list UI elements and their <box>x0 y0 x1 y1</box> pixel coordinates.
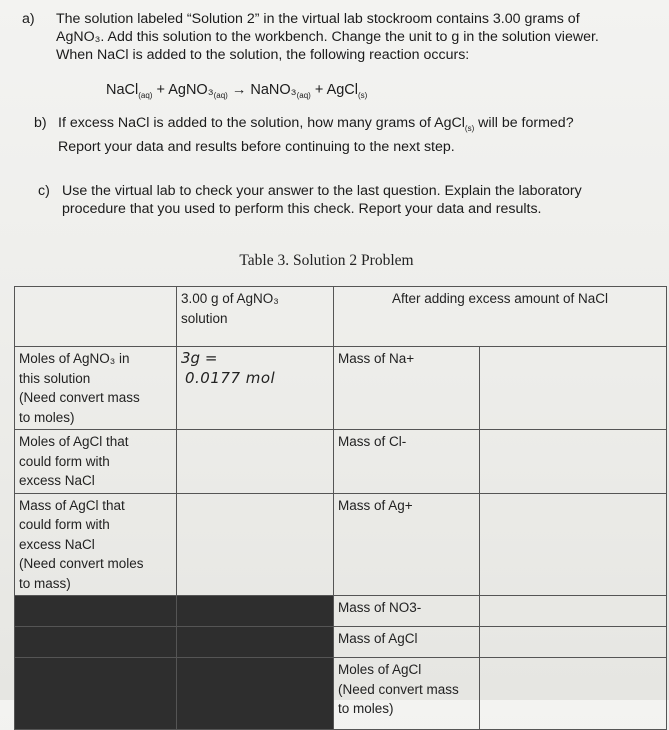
shaded-cell <box>177 596 334 627</box>
handwritten-line: 3g = <box>181 349 218 367</box>
row-label-moles-agcl <box>15 430 177 494</box>
right-label-line: (Need convert mass <box>338 681 459 697</box>
row-label-line: Moles of AgNO₃ in <box>19 351 130 366</box>
state-label: (aq) <box>296 90 311 100</box>
right-label-moles-agcl <box>334 658 480 730</box>
right-label-mass-ag: Mass of Ag+ <box>334 493 480 596</box>
right-label-mass-no3: Mass of NO3- <box>334 596 480 627</box>
reaction-equation <box>106 82 367 100</box>
row-label-line: excess NaCl <box>19 536 95 552</box>
input-cell[interactable] <box>177 493 334 596</box>
state-label: (aq) <box>138 90 153 100</box>
right-label-line: to moles) <box>338 701 394 716</box>
question-b-line-1-text: If excess NaCl is added to the solution, how many grams of AgCl <box>58 115 465 131</box>
row-label-line: Moles of AgCl that <box>19 434 129 449</box>
table-row <box>15 596 667 627</box>
right-label-mass-cl: Mass of Cl- <box>334 430 480 494</box>
table-row <box>15 493 667 596</box>
plus-sign: + <box>310 82 327 98</box>
table-row <box>15 658 667 730</box>
row-label-moles-agno3 <box>15 347 177 430</box>
reactant-nacl: NaCl <box>106 82 139 98</box>
shaded-cell <box>15 627 177 658</box>
table-row <box>15 347 667 430</box>
arrow-icon: → <box>227 82 251 98</box>
question-c-line-2: procedure that you used to perform this check. Report your data and results. <box>62 201 542 217</box>
input-cell[interactable] <box>480 347 667 430</box>
header-agno3-solution <box>177 287 334 347</box>
reactant-agno3: AgNO₃ <box>168 82 214 98</box>
shaded-cell <box>177 658 334 730</box>
row-label-line: (Need convert moles <box>19 556 144 571</box>
question-a-line-3: When NaCl is added to the solution, the following reaction occurs: <box>56 47 470 63</box>
right-label-mass-na: Mass of Na+ <box>334 347 480 430</box>
table-row <box>15 430 667 494</box>
question-c-label: c) <box>38 183 50 199</box>
row-label-line: to moles) <box>19 409 75 425</box>
plus-sign: + <box>152 82 169 98</box>
input-cell[interactable] <box>480 493 667 596</box>
question-b-label: b) <box>34 115 47 131</box>
header-line: solution <box>181 310 228 326</box>
state-label: (aq) <box>213 90 228 100</box>
row-label-line: to mass) <box>19 575 71 591</box>
row-label-line: this solution <box>19 370 91 386</box>
input-cell[interactable] <box>480 658 667 730</box>
right-label-mass-agcl: Mass of AgCl <box>334 627 480 658</box>
table-cell <box>15 287 177 347</box>
question-a-line-1: The solution labeled “Solution 2” in the virtual lab stockroom contains 3.00 grams of <box>56 11 580 27</box>
row-label-line: Mass of AgCl that <box>19 497 125 513</box>
question-b-line-1 <box>58 114 658 138</box>
state-label: (s) <box>358 90 368 100</box>
shaded-cell <box>15 596 177 627</box>
question-a-label: a) <box>22 11 35 27</box>
header-line: 3.00 g of AgNO₃ <box>181 291 279 306</box>
row-label-line: could form with <box>19 517 110 532</box>
input-cell[interactable] <box>480 596 667 627</box>
question-b-line-1-end: will be formed? <box>474 115 574 131</box>
question-b-line-2: Report your data and results before continuing to the next step. <box>58 138 455 155</box>
question-c-line-1: Use the virtual lab to check your answer to the last question. Explain the laboratory <box>62 183 582 199</box>
shaded-cell <box>15 658 177 730</box>
header-after-nacl: After adding excess amount of NaCl <box>334 287 667 347</box>
product-agcl: AgCl <box>326 82 358 98</box>
state-label: (s) <box>464 123 475 133</box>
right-label-line: Moles of AgCl <box>338 662 422 677</box>
row-label-line: could form with <box>19 453 110 469</box>
input-cell[interactable] <box>480 627 667 658</box>
row-label-line: excess NaCl <box>19 473 95 488</box>
question-a-line-2: AgNO₃. Add this solution to the workbench. Change the unit to g in the solution viewer. <box>56 29 599 45</box>
row-label-line: (Need convert mass <box>19 390 140 405</box>
table-row <box>15 627 667 658</box>
product-nano3: NaNO₃ <box>250 82 297 98</box>
solution-table <box>14 286 667 730</box>
table-caption <box>0 252 669 270</box>
shaded-cell <box>177 627 334 658</box>
table-header-row <box>15 287 667 347</box>
input-cell[interactable] <box>480 430 667 494</box>
handwritten-answer[interactable] <box>177 347 334 430</box>
table-caption-text: Table 3. Solution 2 Problem <box>239 252 414 269</box>
row-label-mass-agcl <box>15 493 177 596</box>
handwritten-line: 0.0177 mol <box>185 368 276 387</box>
input-cell[interactable] <box>177 430 334 494</box>
